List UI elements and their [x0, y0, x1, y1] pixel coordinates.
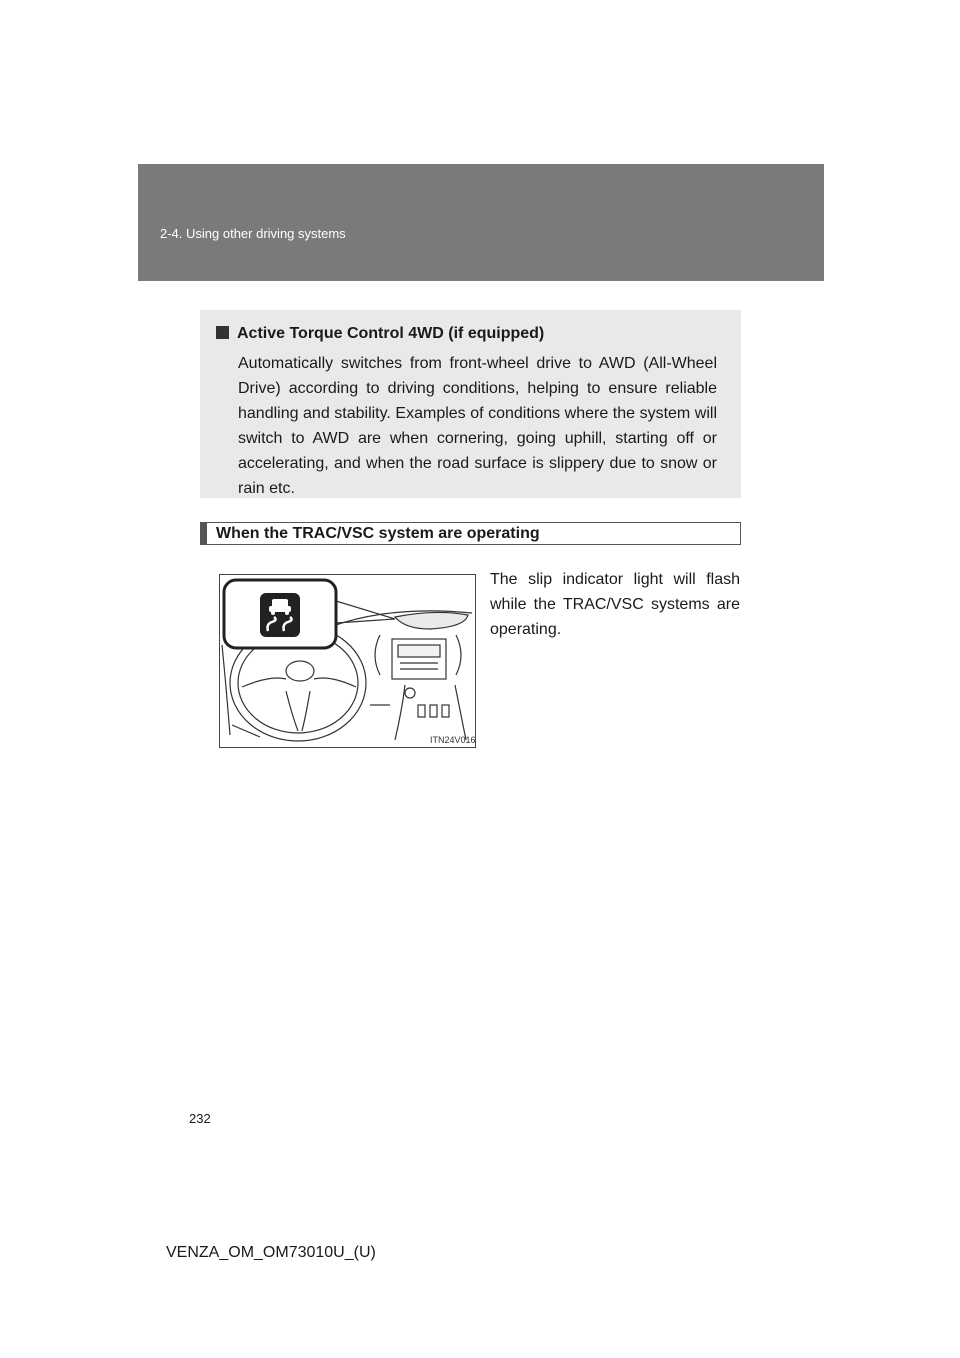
- dashboard-illustration: [219, 574, 476, 748]
- page-number: 232: [189, 1111, 211, 1126]
- header-band: [138, 164, 824, 281]
- section-heading-mark: [201, 523, 207, 544]
- description-text: The slip indicator light will flash while the TRAC/VSC systems are operating.: [490, 571, 740, 638]
- section-header: 2-4. Using other driving systems: [160, 226, 346, 241]
- info-body: Automatically switches from front-wheel drive to AWD (All-Wheel Drive) according to driving conditions, helping to ensure reliable handling and stability. Examples of conditions where the system will switch to AWD are when cornering, going uphill, starting off or accelerating, and when the road surface is slippery due to snow or rain etc.: [238, 355, 717, 497]
- document-code: VENZA_OM_OM73010U_(U): [166, 1244, 376, 1261]
- illustration-code: ITN24V016: [430, 735, 476, 745]
- square-bullet-icon: [216, 326, 229, 339]
- slip-indicator-icon: [260, 593, 300, 637]
- section-heading: [200, 522, 741, 545]
- dashboard-drawing: [220, 575, 475, 747]
- info-title-text: Active Torque Control 4WD (if equipped): [237, 325, 545, 342]
- info-title: [216, 323, 717, 345]
- section-heading-text: When the TRAC/VSC system are operating: [216, 524, 540, 542]
- info-box: [200, 310, 741, 498]
